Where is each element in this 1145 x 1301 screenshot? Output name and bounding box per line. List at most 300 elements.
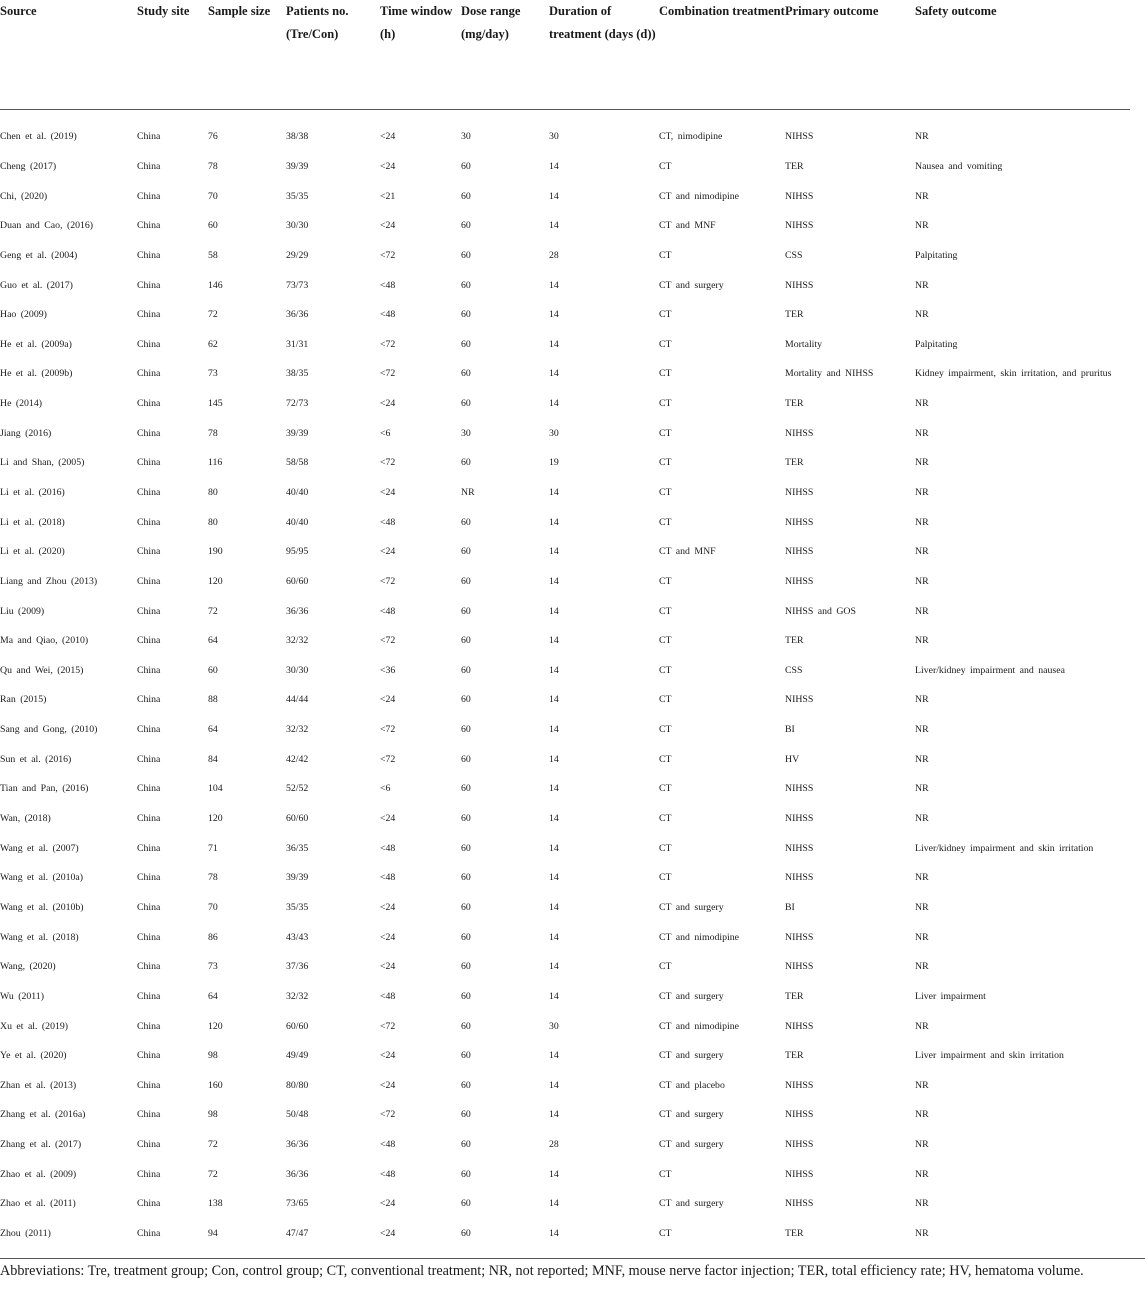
cell-patients-no: 32/32 (286, 990, 309, 1002)
cell-patients-no: 32/32 (286, 635, 309, 647)
cell-sample-size: 86 (208, 931, 218, 943)
cell-safety-outcome: NR (915, 516, 929, 528)
cell-sample-size: 98 (208, 1109, 218, 1121)
cell-safety-outcome: NR (915, 546, 929, 558)
cell-safety-outcome: Palpitating (915, 338, 958, 350)
cell-safety-outcome: NR (915, 279, 929, 291)
table-row (0, 744, 1130, 774)
column-header-duration: Duration of treatment (days (d)) (549, 0, 659, 110)
cell-study-site: China (137, 575, 161, 587)
cell-source: Chi, (2020) (0, 190, 48, 202)
cell-primary-outcome: TER (785, 1050, 804, 1062)
cell-sample-size: 64 (208, 635, 218, 647)
cell-sample-size: 84 (208, 753, 218, 765)
cell-time-window: <72 (380, 338, 396, 350)
cell-sample-size: 70 (208, 901, 218, 913)
cell-combination-treatment: CT (659, 1228, 672, 1240)
cell-sample-size: 78 (208, 160, 218, 172)
cell-dose-range: 30 (461, 131, 471, 143)
table-row (0, 1130, 1130, 1160)
cell-primary-outcome: NIHSS (785, 220, 814, 232)
cell-patients-no: 36/36 (286, 1139, 309, 1151)
cell-combination-treatment: CT and surgery (659, 1139, 724, 1151)
cell-patients-no: 60/60 (286, 813, 309, 825)
cell-study-site: China (137, 990, 161, 1002)
cell-primary-outcome: NIHSS (785, 961, 814, 973)
cell-duration: 28 (549, 1139, 559, 1151)
cell-primary-outcome: NIHSS (785, 190, 814, 202)
cell-combination-treatment: CT (659, 398, 672, 410)
cell-duration: 30 (549, 131, 559, 143)
cell-primary-outcome: BI (785, 724, 795, 736)
table-row (0, 1011, 1130, 1041)
cell-patients-no: 30/30 (286, 220, 309, 232)
cell-source: Zhang et al. (2016a) (0, 1109, 86, 1121)
cell-sample-size: 120 (208, 575, 223, 587)
cell-primary-outcome: NIHSS (785, 931, 814, 943)
cell-primary-outcome: NIHSS (785, 1139, 814, 1151)
cell-safety-outcome: NR (915, 605, 929, 617)
cell-time-window: <21 (380, 190, 396, 202)
cell-combination-treatment: CT (659, 635, 672, 647)
cell-source: Sun et al. (2016) (0, 753, 72, 765)
cell-dose-range: 60 (461, 1109, 471, 1121)
cell-primary-outcome: NIHSS (785, 1079, 814, 1091)
cell-source: Liu (2009) (0, 605, 45, 617)
cell-source: Wang et al. (2007) (0, 842, 79, 854)
column-header-sample-size: Sample size (208, 0, 286, 110)
cell-source: Guo et al. (2017) (0, 279, 73, 291)
cell-source: Chen et al. (2019) (0, 131, 77, 143)
column-header-study-site: Study site (137, 0, 208, 110)
cell-time-window: <72 (380, 1109, 396, 1121)
cell-patients-no: 60/60 (286, 1020, 309, 1032)
cell-safety-outcome: NR (915, 427, 929, 439)
cell-duration: 14 (549, 1168, 559, 1180)
cell-patients-no: 36/36 (286, 309, 309, 321)
cell-study-site: China (137, 664, 161, 676)
cell-combination-treatment: CT (659, 160, 672, 172)
cell-combination-treatment: CT (659, 338, 672, 350)
cell-patients-no: 39/39 (286, 427, 309, 439)
cell-patients-no: 40/40 (286, 487, 309, 498)
table-bottom-rule (0, 1258, 1145, 1259)
cell-primary-outcome: NIHSS (785, 575, 814, 587)
cell-duration: 14 (549, 961, 559, 973)
cell-study-site: China (137, 487, 161, 498)
cell-time-window: <48 (380, 1168, 396, 1180)
cell-primary-outcome: NIHSS (785, 427, 814, 439)
cell-primary-outcome: Mortality and NIHSS (785, 368, 874, 380)
cell-study-site: China (137, 190, 161, 202)
cell-combination-treatment: CT (659, 427, 672, 439)
cell-safety-outcome: NR (915, 901, 929, 913)
cell-study-site: China (137, 694, 161, 706)
cell-time-window: <24 (380, 813, 396, 825)
table-row (0, 1041, 1130, 1071)
cell-source: Jiang (2016) (0, 427, 52, 439)
cell-safety-outcome: NR (915, 635, 929, 647)
cell-source: Wang et al. (2010b) (0, 901, 84, 913)
cell-source: Tian and Pan, (2016) (0, 783, 89, 795)
cell-sample-size: 60 (208, 220, 218, 232)
cell-safety-outcome: NR (915, 309, 929, 321)
cell-sample-size: 190 (208, 546, 223, 558)
cell-duration: 14 (549, 635, 559, 647)
cell-safety-outcome: Liver/kidney impairment and skin irritation (915, 842, 1094, 854)
cell-combination-treatment: CT (659, 783, 672, 795)
cell-time-window: <48 (380, 842, 396, 854)
cell-source: He et al. (2009b) (0, 368, 73, 380)
cell-study-site: China (137, 724, 161, 736)
cell-study-site: China (137, 427, 161, 439)
cell-safety-outcome: NR (915, 220, 929, 232)
cell-combination-treatment: CT (659, 309, 672, 321)
cell-study-site: China (137, 131, 161, 143)
table-row (0, 507, 1130, 537)
cell-source: Hao (2009) (0, 309, 47, 321)
cell-source: Duan and Cao, (2016) (0, 220, 94, 232)
table-row (0, 110, 1130, 152)
cell-study-site: China (137, 605, 161, 617)
cell-combination-treatment: CT (659, 605, 672, 617)
cell-sample-size: 72 (208, 605, 218, 617)
cell-source: Ma and Qiao, (2010) (0, 635, 89, 647)
table-row (0, 656, 1130, 686)
cell-duration: 14 (549, 901, 559, 913)
cell-sample-size: 72 (208, 1139, 218, 1151)
cell-sample-size: 72 (208, 309, 218, 321)
cell-combination-treatment: CT and placebo (659, 1079, 725, 1091)
cell-patients-no: 73/73 (286, 279, 309, 291)
cell-safety-outcome: NR (915, 1228, 929, 1240)
cell-study-site: China (137, 1139, 161, 1151)
cell-sample-size: 64 (208, 724, 218, 736)
cell-safety-outcome: NR (915, 575, 929, 587)
cell-duration: 14 (549, 487, 559, 498)
cell-safety-outcome: NR (915, 487, 929, 498)
cell-primary-outcome: NIHSS (785, 1109, 814, 1121)
cell-patients-no: 49/49 (286, 1050, 309, 1062)
cell-combination-treatment: CT and surgery (659, 901, 724, 913)
cell-sample-size: 120 (208, 1020, 223, 1032)
cell-duration: 14 (549, 160, 559, 172)
table-row (0, 922, 1130, 952)
cell-dose-range: 60 (461, 309, 471, 321)
cell-combination-treatment: CT (659, 516, 672, 528)
cell-safety-outcome: NR (915, 1139, 929, 1151)
cell-study-site: China (137, 516, 161, 528)
cell-primary-outcome: TER (785, 990, 804, 1002)
cell-source: Zhang et al. (2017) (0, 1139, 82, 1151)
table-row (0, 211, 1130, 241)
cell-combination-treatment: CT and nimodipine (659, 190, 740, 202)
cell-time-window: <24 (380, 131, 396, 143)
cell-source: Li et al. (2016) (0, 487, 65, 498)
cell-primary-outcome: NIHSS (785, 1198, 814, 1210)
cell-sample-size: 70 (208, 190, 218, 202)
cell-time-window: <48 (380, 279, 396, 291)
cell-safety-outcome: Liver impairment (915, 990, 986, 1002)
table-row (0, 270, 1130, 300)
cell-duration: 14 (549, 783, 559, 795)
cell-study-site: China (137, 1020, 161, 1032)
cell-dose-range: 60 (461, 249, 471, 261)
cell-patients-no: 29/29 (286, 249, 309, 261)
cell-time-window: <24 (380, 546, 396, 558)
cell-safety-outcome: NR (915, 724, 929, 736)
cell-primary-outcome: TER (785, 160, 804, 172)
cell-primary-outcome: CSS (785, 664, 803, 676)
cell-source: Qu and Wei, (2015) (0, 664, 84, 676)
cell-source: Wang, (2020) (0, 961, 56, 973)
cell-patients-no: 38/38 (286, 131, 309, 143)
cell-combination-treatment: CT (659, 872, 672, 884)
cell-dose-range: 60 (461, 635, 471, 647)
column-header-safety-outcome: Safety outcome (915, 0, 1130, 110)
cell-duration: 14 (549, 398, 559, 410)
cell-study-site: China (137, 546, 161, 558)
cell-duration: 14 (549, 368, 559, 380)
column-header-dose-range: Dose range (mg/day) (461, 0, 549, 110)
cell-duration: 14 (549, 1109, 559, 1121)
cell-sample-size: 73 (208, 368, 218, 380)
cell-duration: 14 (549, 1228, 559, 1240)
cell-duration: 30 (549, 1020, 559, 1032)
cell-time-window: <48 (380, 309, 396, 321)
cell-sample-size: 78 (208, 427, 218, 439)
cell-combination-treatment: CT and MNF (659, 546, 716, 558)
cell-duration: 19 (549, 457, 559, 469)
cell-time-window: <24 (380, 398, 396, 410)
cell-duration: 14 (549, 694, 559, 706)
cell-time-window: <72 (380, 635, 396, 647)
cell-combination-treatment: CT (659, 575, 672, 587)
cell-source: Xu et al. (2019) (0, 1020, 69, 1032)
table-row (0, 626, 1130, 656)
cell-safety-outcome: NR (915, 813, 929, 825)
cell-safety-outcome: Liver impairment and skin irritation (915, 1050, 1064, 1062)
cell-patients-no: 31/31 (286, 338, 309, 350)
table-row (0, 893, 1130, 923)
cell-primary-outcome: TER (785, 1228, 804, 1240)
cell-duration: 14 (549, 1079, 559, 1091)
cell-duration: 14 (549, 1198, 559, 1210)
cell-primary-outcome: NIHSS (785, 131, 814, 143)
cell-time-window: <72 (380, 575, 396, 587)
cell-dose-range: 60 (461, 901, 471, 913)
cell-source: Zhao et al. (2011) (0, 1198, 76, 1210)
cell-combination-treatment: CT and surgery (659, 1050, 724, 1062)
cell-dose-range: 60 (461, 546, 471, 558)
cell-combination-treatment: CT (659, 368, 672, 380)
table-row (0, 329, 1130, 359)
cell-dose-range: NR (461, 487, 475, 498)
cell-combination-treatment: CT and nimodipine (659, 1020, 740, 1032)
cell-patients-no: 30/30 (286, 664, 309, 676)
cell-primary-outcome: HV (785, 753, 800, 765)
cell-primary-outcome: TER (785, 457, 804, 469)
cell-sample-size: 72 (208, 1168, 218, 1180)
cell-dose-range: 60 (461, 1050, 471, 1062)
cell-source: Zhou (2011) (0, 1228, 51, 1240)
cell-patients-no: 52/52 (286, 783, 309, 795)
table-row (0, 596, 1130, 626)
cell-dose-range: 60 (461, 1079, 471, 1091)
cell-sample-size: 94 (208, 1228, 218, 1240)
cell-duration: 30 (549, 427, 559, 439)
cell-duration: 14 (549, 872, 559, 884)
cell-time-window: <72 (380, 753, 396, 765)
cell-combination-treatment: CT (659, 813, 672, 825)
cell-dose-range: 60 (461, 694, 471, 706)
cell-study-site: China (137, 753, 161, 765)
cell-combination-treatment: CT (659, 457, 672, 469)
cell-patients-no: 72/73 (286, 398, 309, 410)
cell-primary-outcome: NIHSS (785, 546, 814, 558)
cell-time-window: <6 (380, 783, 391, 795)
cell-dose-range: 60 (461, 190, 471, 202)
table-row (0, 389, 1130, 419)
table-row (0, 359, 1130, 389)
table-row (0, 152, 1130, 182)
cell-study-site: China (137, 872, 161, 884)
cell-source: Geng et al. (2004) (0, 249, 78, 261)
cell-safety-outcome: NR (915, 398, 929, 410)
cell-dose-range: 60 (461, 842, 471, 854)
cell-duration: 14 (549, 813, 559, 825)
cell-sample-size: 120 (208, 813, 223, 825)
abbreviations-footnote: Abbreviations: Tre, treatment group; Con, control group; CT, conventional treatment; NR, not reported; MNF, mouse nerve factor injection; TER, total efficiency rate; HV, hematoma volume. (0, 1263, 1084, 1279)
cell-time-window: <72 (380, 724, 396, 736)
cell-sample-size: 146 (208, 279, 223, 291)
cell-patients-no: 38/35 (286, 368, 309, 380)
cell-study-site: China (137, 220, 161, 232)
cell-sample-size: 138 (208, 1198, 223, 1210)
cell-time-window: <48 (380, 990, 396, 1002)
cell-primary-outcome: NIHSS and GOS (785, 605, 856, 617)
cell-patients-no: 80/80 (286, 1079, 309, 1091)
cell-patients-no: 40/40 (286, 516, 309, 528)
cell-time-window: <36 (380, 664, 396, 676)
cell-primary-outcome: TER (785, 635, 804, 647)
cell-time-window: <24 (380, 1079, 396, 1091)
cell-duration: 14 (549, 664, 559, 676)
cell-sample-size: 58 (208, 249, 218, 261)
column-header-combination-treatment: Combination treatment (659, 0, 785, 110)
cell-time-window: <24 (380, 901, 396, 913)
cell-patients-no: 37/36 (286, 961, 309, 973)
cell-sample-size: 62 (208, 338, 218, 350)
cell-study-site: China (137, 783, 161, 795)
table-row (0, 774, 1130, 804)
cell-patients-no: 44/44 (286, 694, 309, 706)
table-row (0, 715, 1130, 745)
cell-source: He et al. (2009a) (0, 338, 72, 350)
cell-combination-treatment: CT and surgery (659, 279, 724, 291)
cell-study-site: China (137, 635, 161, 647)
cell-source: Li et al. (2018) (0, 516, 65, 528)
cell-dose-range: 60 (461, 931, 471, 943)
cell-dose-range: 60 (461, 961, 471, 973)
cell-dose-range: 60 (461, 398, 471, 410)
cell-safety-outcome: NR (915, 1020, 929, 1032)
cell-safety-outcome: NR (915, 1198, 929, 1210)
cell-study-site: China (137, 160, 161, 172)
cell-dose-range: 60 (461, 664, 471, 676)
cell-safety-outcome: Nausea and vomiting (915, 160, 1003, 172)
cell-dose-range: 60 (461, 872, 471, 884)
cell-dose-range: 60 (461, 279, 471, 291)
cell-safety-outcome: NR (915, 131, 929, 143)
cell-safety-outcome: Kidney impairment, skin irritation, and pruritus (915, 368, 1112, 380)
cell-study-site: China (137, 842, 161, 854)
cell-source: Wang et al. (2010a) (0, 872, 84, 884)
cell-source: Wu (2011) (0, 990, 44, 1002)
cell-sample-size: 80 (208, 516, 218, 528)
table-row (0, 982, 1130, 1012)
cell-study-site: China (137, 1109, 161, 1121)
cell-dose-range: 60 (461, 575, 471, 587)
cell-sample-size: 98 (208, 1050, 218, 1062)
cell-study-site: China (137, 961, 161, 973)
cell-time-window: <24 (380, 1198, 396, 1210)
cell-patients-no: 42/42 (286, 753, 309, 765)
cell-duration: 14 (549, 575, 559, 587)
cell-time-window: <48 (380, 872, 396, 884)
table-row (0, 300, 1130, 330)
cell-time-window: <24 (380, 694, 396, 706)
cell-safety-outcome: NR (915, 190, 929, 202)
cell-duration: 14 (549, 931, 559, 943)
cell-safety-outcome: NR (915, 753, 929, 765)
cell-source: He (2014) (0, 398, 42, 410)
cell-dose-range: 60 (461, 338, 471, 350)
cell-primary-outcome: NIHSS (785, 694, 814, 706)
cell-primary-outcome: TER (785, 309, 804, 321)
cell-time-window: <24 (380, 961, 396, 973)
cell-patients-no: 36/36 (286, 1168, 309, 1180)
cell-dose-range: 60 (461, 368, 471, 380)
cell-source: Wan, (2018) (0, 813, 51, 825)
cell-study-site: China (137, 368, 161, 380)
cell-patients-no: 47/47 (286, 1228, 309, 1240)
cell-primary-outcome: NIHSS (785, 516, 814, 528)
cell-time-window: <72 (380, 368, 396, 380)
cell-sample-size: 145 (208, 398, 223, 410)
table-row (0, 241, 1130, 271)
table-row (0, 418, 1130, 448)
cell-time-window: <72 (380, 249, 396, 261)
cell-study-site: China (137, 1198, 161, 1210)
cell-safety-outcome: NR (915, 457, 929, 469)
table-row (0, 478, 1130, 508)
cell-primary-outcome: NIHSS (785, 783, 814, 795)
cell-primary-outcome: NIHSS (785, 279, 814, 291)
table-row (0, 952, 1130, 982)
cell-study-site: China (137, 1228, 161, 1240)
cell-dose-range: 60 (461, 1168, 471, 1180)
cell-source: Li and Shan, (2005) (0, 457, 85, 469)
cell-time-window: <24 (380, 1228, 396, 1240)
cell-dose-range: 60 (461, 813, 471, 825)
cell-duration: 28 (549, 249, 559, 261)
cell-combination-treatment: CT (659, 249, 672, 261)
cell-patients-no: 39/39 (286, 160, 309, 172)
cell-dose-range: 60 (461, 990, 471, 1002)
cell-study-site: China (137, 1079, 161, 1091)
column-header-source: Source (0, 0, 137, 110)
